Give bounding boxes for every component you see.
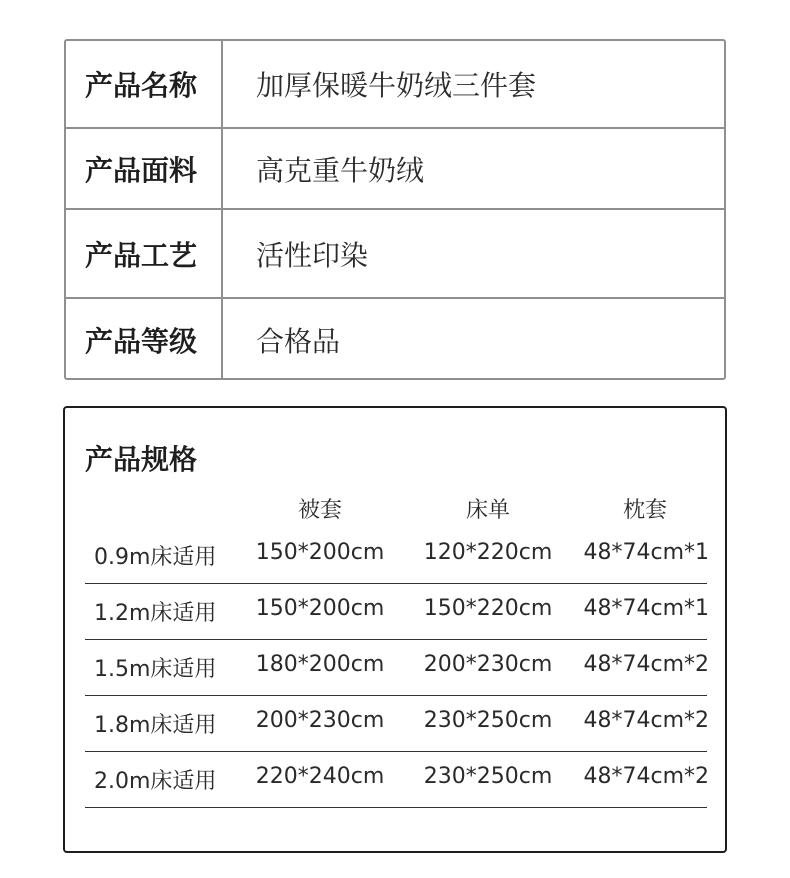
spec-bed-sheet: 230*250cm (423, 764, 553, 789)
spec-size: 1.5m床适用 (94, 657, 217, 682)
info-label: 产品面料 (66, 129, 223, 208)
spec-title: 产品规格 (85, 443, 198, 476)
spec-header-quilt-cover: 被套 (297, 498, 342, 523)
info-row-craft (66, 208, 724, 297)
info-row-grade (66, 297, 724, 380)
spec-quilt-cover: 220*240cm (255, 764, 385, 789)
spec-row (85, 528, 707, 584)
spec-row (85, 584, 707, 640)
spec-quilt-cover: 180*200cm (255, 652, 385, 677)
info-value: 合格品 (256, 324, 341, 358)
info-label: 产品工艺 (66, 210, 223, 297)
spec-quilt-cover: 200*230cm (255, 708, 385, 733)
spec-bed-sheet: 230*250cm (423, 708, 553, 733)
spec-quilt-cover: 150*200cm (255, 540, 385, 565)
spec-pillowcase: 48*74cm*2 (583, 764, 709, 789)
spec-header-pillowcase: 枕套 (622, 498, 667, 523)
spec-bed-sheet: 200*230cm (423, 652, 553, 677)
info-value: 高克重牛奶绒 (256, 153, 425, 187)
spec-size: 0.9m床适用 (94, 545, 217, 570)
spec-row (85, 696, 707, 752)
spec-header-bed-sheet: 床单 (465, 498, 510, 523)
info-label: 产品名称 (66, 41, 223, 127)
spec-pillowcase: 48*74cm*1 (583, 596, 709, 621)
spec-row (85, 640, 707, 696)
spec-pillowcase: 48*74cm*2 (583, 708, 709, 733)
info-row-name (66, 41, 724, 127)
info-value: 加厚保暖牛奶绒三件套 (256, 69, 537, 102)
info-label: 产品等级 (66, 299, 223, 380)
product-spec-box (63, 406, 727, 853)
spec-bed-sheet: 150*220cm (423, 596, 553, 621)
spec-bed-sheet: 120*220cm (423, 540, 553, 565)
spec-pillowcase: 48*74cm*2 (583, 652, 709, 677)
spec-row (85, 752, 707, 808)
spec-size: 1.2m床适用 (94, 601, 217, 626)
spec-pillowcase: 48*74cm*1 (583, 540, 709, 565)
spec-size: 1.8m床适用 (94, 713, 217, 738)
product-info-table (64, 39, 726, 380)
info-value: 活性印染 (256, 238, 369, 272)
info-row-fabric (66, 127, 724, 208)
spec-quilt-cover: 150*200cm (255, 596, 385, 621)
spec-size: 2.0m床适用 (94, 769, 217, 794)
